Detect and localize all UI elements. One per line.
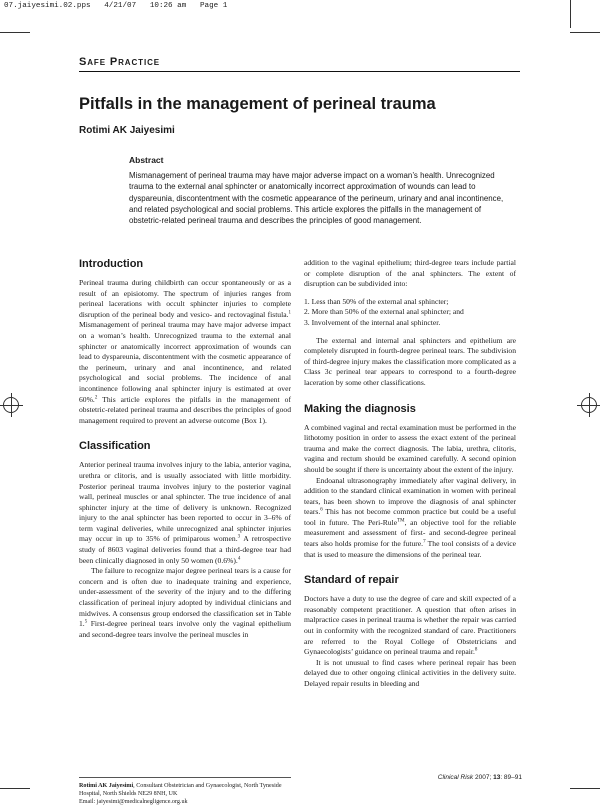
footnote-author-name: Rotimi AK Jaiyesimi (79, 783, 134, 789)
diagnosis-paragraph-2: Endoanal ultrasonography immediately after vaginal delivery, in addition to the standard clinical examination in women with perineal tears, has been shown to improve the diagnosis of anal sphincter tears.$^6$ This has not become common practice but could be a useful tool in future. The Peri-Rule™, an objective tool for the reliable measurement and assessment of first- and second-degree perineal tears also holds promise for the future.$^7$ The tool consists of a device that is used to measure the dimensions of the perineal tear. (304, 475, 517, 559)
diagnosis-paragraph-1: A combined vaginal and rectal examination must be performed in the lithotomy position in order to assess the exact extent of the perineal trauma and make the correct diagnosis. The labia, urethra, clitoris, vagina and rectum should be examined carefully. A second opinion should be sought if there is uncertainty about the extent of the injury. (304, 422, 516, 474)
introduction-heading: Introduction (79, 258, 144, 270)
abstract-text: Mismanagement of perineal trauma may have major adverse impact on a woman’s health. Unrecognized trauma to the external anal sphincter or anatomically incorrect approximation of wounds can lead to dyspareunia, discontentment with the cosmetic appearance of the perineum, urinary and anal incontinence, and related psychological and social problems. This article explores the pitfalls in the management of obstetric-related perineal trauma and describes the principles of good management. (129, 171, 504, 226)
crop-mark-vertical-right (570, 0, 571, 28)
list-item: 2. More than 50% of the external anal sphincter; and (304, 307, 464, 317)
article-authors: Rotimi AK Jaiyesimi (79, 125, 175, 136)
right-column (304, 258, 516, 690)
diagnosis-heading: Making the diagnosis (304, 402, 416, 415)
footnote-affiliation: , Consultant Obstetrician and Gynaecologist, North Tyneside Hospital, North Shields NE29 8NH, UK (79, 783, 282, 797)
registration-mark-left (3, 397, 19, 413)
classification-continued-paragraph: addition to the vaginal epithelium; third-degree tears include partial or complete disruption of the anal sphincters. The extent of disruption can be subdivided into: (304, 258, 516, 289)
standard-of-repair-heading: Standard of repair (304, 574, 399, 587)
crop-mark-bottom-left (0, 788, 30, 789)
article-title: Pitfalls in the management of perineal trauma (79, 95, 436, 113)
footnote-rule (79, 777, 291, 778)
fourth-degree-paragraph: The external and internal anal sphincters and epithelium are completely disrupted in fourth-degree perineal tears. The subdivision of third-degree injury makes the classification more complicated as a Class 3c perineal tear appears to correspond to a fourth-degree laceration by some other classifications. (304, 335, 516, 387)
registration-mark-right (581, 397, 597, 413)
introduction-paragraph: Perineal trauma during childbirth can occur spontaneously or as a result of an episiotomy. The spectrum of injuries ranges from perineal lacerations with occult sphincter injuries to complete disruption of the perineal body and vesico- and rectovaginal fistula.$^1$ Mismanagement of perineal trauma may have major adverse impact on a woman’s health. Unrecognized trauma to the external anal sphincter or anatomically incorrect approximation of wounds can lead to dyspareunia, discontentment with the cosmetic appearance of the perineum, urinary and anal incontinence, and related psychological and social problems. The incidence of anal incontinence following anal sphincter injury is estimated at over 60%.$^2$ This article explores the pitfalls in the management of obstetric-related perineal trauma and describes the principles of good management required to prevent an adverse outcome (Box 1). (79, 278, 291, 425)
left-column (79, 258, 291, 640)
running-footer: Clinical Risk 2007; 13: 89–91 (437, 774, 522, 781)
standard-paragraph-2: It is not unusual to find cases where perineal repair has been delayed due to other ongoing clinical activities in the delivery suite. Delayed repair results in bleeding and (304, 657, 516, 688)
disruption-extent-list (304, 297, 516, 329)
classification-paragraph-1: Anterior perineal trauma involves injury to the labia, anterior vagina, urethra or clitoris, and is usually associated with little morbidity. Posterior perineal trauma involves injury to the posterior vaginal wall, perineal muscles or anal sphincter. The true incidence of anal sphincter injury at the time of delivery is unknown. Recognized injury to the anal sphincter has been reported to occur in 3–6% of term vaginal deliveries, while unrecognized anal sphincter injuries may occur in up to 35% of primiparous women.$^3$ A retrospective study of 8603 vaginal deliveries found that a third-degree tear had been clinically diagnosed in only 50 women (0.6%).$^4$ (79, 460, 291, 565)
classification-paragraph-2: The failure to recognize major degree perineal tears is a cause for concern and is often due to inadequate training and experience, under-assessment of the severity of the injury and to the differing classification of perineal injury adopted by individual clinicians and midwives. A consensus group endorsed the classification set in Table 1.$^5$ First-degree perineal tears involve only the vaginal epithelium and second-degree tears involve the perineal muscles in (79, 566, 291, 639)
crop-mark-top-right (570, 32, 600, 33)
print-slug: 07.jaiyesimi.02.pps 4/21/07 10:26 am Page 1 (4, 2, 228, 10)
footnote-email: Email: jaiyesimi@medicalnegligence.org.uk (79, 799, 188, 805)
abstract-block (129, 155, 509, 226)
crop-mark-bottom-right (570, 788, 600, 789)
crop-mark-top-left (0, 32, 30, 33)
standard-paragraph-1: Doctors have a duty to use the degree of care and skill expected of a reasonably competent practitioner. A question that often arises in malpractice cases in perineal trauma is whether the repair was carried out in conformity with the recognized standard of care. Practitioners are referred to the Royal College of Obstetricians and Gynaecologists’ guidance on perineal trauma and repair.$^8$ (304, 594, 516, 657)
section-label: Safe Practice (79, 56, 160, 68)
classification-heading: Classification (79, 440, 151, 453)
abstract-heading: Abstract (129, 155, 164, 165)
header-rule (79, 71, 520, 72)
author-footnote (79, 782, 291, 806)
list-item: 3. Involvement of the internal anal sphincter. (304, 317, 441, 327)
list-item: 1. Less than 50% of the external anal sphincter; (304, 296, 449, 306)
